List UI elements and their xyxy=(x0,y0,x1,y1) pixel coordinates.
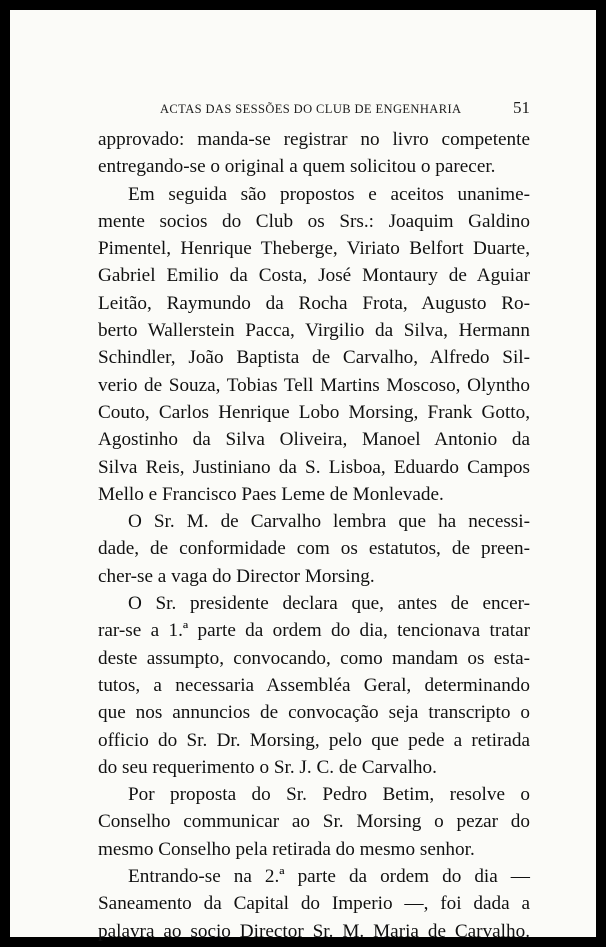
text-line: Leitão, Raymundo da Rocha Frota, Augusto Ro- xyxy=(98,292,530,314)
text-line: Saneamento da Capital do Imperio —, foi dada a xyxy=(98,893,530,915)
text-line: palavra ao socio Director Sr. M. Maria de Carvalho. xyxy=(98,920,530,942)
running-title: ACTAS DAS SESSÕES DO CLUB DE ENGENHARIA xyxy=(160,102,462,116)
text-line: que nos annuncios de convocação seja transcripto o xyxy=(98,702,530,724)
text-line: Mello e Francisco Paes Leme de Monlevade. xyxy=(98,483,444,505)
text-line: approvado: manda-se registrar no livro competente xyxy=(98,129,530,150)
text-line: Schindler, João Baptista de Carvalho, Alfredo Sil- xyxy=(98,347,530,369)
text-line: Conselho communicar ao Sr. Morsing o pezar do xyxy=(98,811,530,833)
text-line: deste assumpto, convocando, como mandam os esta- xyxy=(98,647,530,669)
text-line: O Sr. M. de Carvalho lembra que ha necessi- xyxy=(128,511,530,533)
text-line: O Sr. presidente declara que, antes de encer- xyxy=(128,593,530,615)
text-line: mesmo Conselho pela retirada do mesmo senhor. xyxy=(98,838,475,860)
text-line: cher-se a vaga do Director Morsing. xyxy=(98,565,375,587)
text-line: Agostinho da Silva Oliveira, Manoel Antonio da xyxy=(98,429,530,451)
text-line: tutos, a necessaria Assembléa Geral, determinando xyxy=(98,674,530,696)
text-line: Couto, Carlos Henrique Lobo Morsing, Frank Gotto, xyxy=(98,401,530,423)
text-line: rar-se a 1.ª parte da ordem do dia, tencionava tratar xyxy=(98,620,530,642)
body-text xyxy=(98,126,530,945)
text-line: mente socios do Club os Srs.: Joaquim Galdino xyxy=(98,210,530,232)
text-line: dade, de conformidade com os estatutos, de preen- xyxy=(98,538,530,560)
text-line: Gabriel Emilio da Costa, José Montaury de Aguiar xyxy=(98,265,530,287)
text-line: verio de Souza, Tobias Tell Martins Moscoso, Olyntho xyxy=(98,374,530,396)
text-line: Por proposta do Sr. Pedro Betim, resolve o xyxy=(128,784,530,806)
text-line: Entrando-se na 2.ª parte da ordem do dia — xyxy=(128,866,530,888)
page-number: 51 xyxy=(513,98,530,117)
text-line: Pimentel, Henrique Theberge, Viriato Belfort Duarte, xyxy=(98,238,530,260)
text-line: Em seguida são propostos e aceitos unanime- xyxy=(128,183,530,205)
text-line: Silva Reis, Justiniano da S. Lisboa, Eduardo Campos xyxy=(98,456,530,478)
book-page xyxy=(10,10,596,942)
text-line: officio do Sr. Dr. Morsing, pelo que pede a retirada xyxy=(98,729,530,751)
text-line: do seu requerimento o Sr. J. C. de Carvalho. xyxy=(98,756,437,778)
text-line: berto Wallerstein Pacca, Virgilio da Silva, Hermann xyxy=(98,320,530,342)
text-line: entregando-se o original a quem solicitou o parecer. xyxy=(98,156,496,178)
